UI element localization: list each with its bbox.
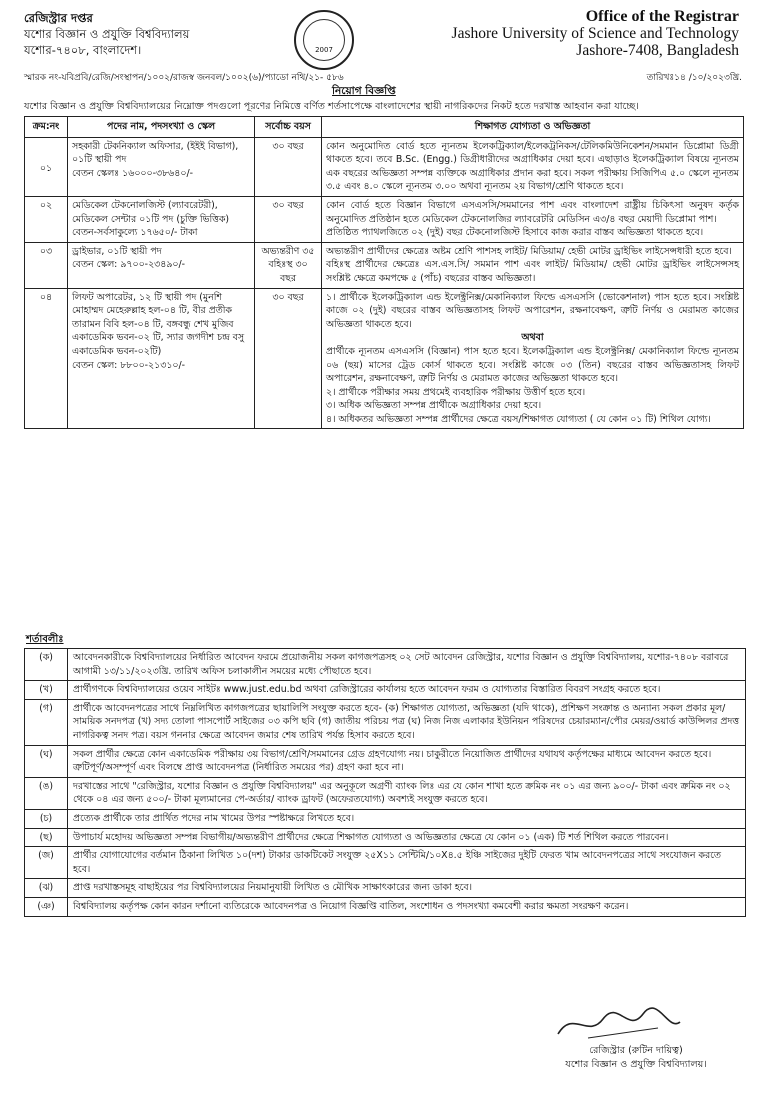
conditions-table [24,648,746,917]
condition-row [25,649,746,681]
col-qualification: শিক্ষাগত যোগ্যতা ও অভিজ্ঞতা [322,117,744,138]
job-serial: ০৩ [25,242,68,288]
notice-date: তারিখঃ১৪ /১০/২০২৩খ্রি. [646,73,742,83]
condition-text: প্রার্থীগণকে বিশ্ববিদ্যালয়ের ওয়েব সাইটঃ www.just.edu.bd অথবা রেজিস্ট্রারের কার্যালয় হতে আবেদন ফরম ও যোগ্যতার বিস্তারিত বিবরণ সংগ্রহ করতে হবে। [68,681,746,700]
pay-scale: বেতন স্কেলঃ ১৬০০০-৩৮৬৪০/- [72,167,193,179]
condition-text: দরখাস্তের সাথে "রেজিস্ট্রার, যশোর বিজ্ঞান ও প্রযুক্তি বিশ্ববিদ্যালয়" এর অনুকূলে অগ্রণী ব্যাংক লিঃ এর যে কোন শাখা হতে ক্রমিক নং ০১ এর জন্য ৯০০/- টাকা এবং ক্রমিক নং ০২ থেকে ০৪ এর জন্য ৫০০/- টাকা মূল্যমানের পে-অর্ডার/ ব্যাংক ড্রাফট (অফেরতযোগ্য) অবশ্যই সংযুক্ত করতে হবে। [68,777,746,809]
header-english [452,8,739,59]
condition-row [25,681,746,700]
en-address: Jashore-7408, Bangladesh [576,42,739,59]
job-serial: ০৪ [25,288,68,429]
job-serial: ০২ [25,196,68,242]
condition-key: (ঞ) [25,897,68,916]
job-age [255,242,322,288]
en-university: Jashore University of Science and Technology [451,25,739,42]
job-row [25,137,744,196]
condition-row [25,879,746,898]
condition-text: আবেদনকারীকে বিশ্ববিদ্যালয়ের নির্ধারিত আবেদন ফরমে প্রয়োজনীয় সকল কাগজপত্রসহ ০২ সেট আবেদন রেজিস্ট্রার, যশোর বিজ্ঞান ও প্রযুক্তি বিশ্ববিদ্যালয়, যশোর-৭৪০৮ বরাবরে আগামী ১৩/১১/২০২৩খ্রি. তারিখ অফিস চলাকালীন সময়ের মধ্যে পৌছাতে হবে। [68,649,746,681]
conditions-title: শর্তাবলীঃ [26,634,64,645]
condition-text: প্রাপ্ত দরখাস্তসমূহ বাছাইয়ের পর বিশ্ববিদ্যালয়ের নিয়মানুযায়ী লিখিত ও মৌখিক সাক্ষাৎকারের জন্য ডাকা হবে। [68,879,746,898]
job-age: ৩০ বছর [255,288,322,429]
job-age: ৩০ বছর [255,137,322,196]
bn-office: রেজিস্ট্রার দপ্তর [24,11,93,25]
job-post [68,288,255,429]
job-post [68,196,255,242]
condition-row [25,809,746,828]
or-separator: অথবা [521,332,544,344]
post-name: মেডিকেল টেকনোলজিস্ট (ল্যাবরেটরী), মেডিকেল সেন্টার ০১টি পদ (চুক্তি ভিত্তিক) [72,199,230,225]
pay-scale: বেতন স্কেল: ৯৭০০-২৩৪৯০/- [72,259,186,271]
job-row [25,288,744,429]
condition-text: সকল প্রার্থীর ক্ষেত্রে কোন একাডেমিক পরীক্ষায় ৩য় বিভাগ/শ্রেণি/সমমানের গ্রেড গ্রহণযোগ্য নয়। চাকুরীতে নিয়োজিত প্রার্থীদের যথাযথ কর্তৃপক্ষের মাধ্যমে আবেদন করতে হবে। ত্রুটিপূর্ণ/অসম্পূর্ণ এবং বিলম্বে প্রাপ্ত আবেদনপত্র (নির্ধারিত সময়ের পর) গ্রহণ করা হবে না। [68,745,746,777]
notice-title: নিয়োগ বিজ্ঞপ্তি [332,85,396,97]
qualification-text: ২। প্রার্থীকে পরীক্ষার সময় প্রথমেই ব্যবহারিক পরীক্ষায় উত্তীর্ণ হতে হবে। [326,386,586,398]
condition-row [25,745,746,777]
condition-key: (ঘ) [25,745,68,777]
job-qualification [322,242,744,288]
qualification-text: বহিঃস্থ প্রার্থীদের ক্ষেত্রেঃ এস.এস.সি/ সমমান পাশ এবং লাইট/ মিডিয়াম/ হেভী মোটর ড্রাইভিং লাইসেন্সসহ সংশ্লিষ্ট ক্ষেত্রে কমপক্ষে ৫ (পাঁচ) বছরের বাস্তব অভিজ্ঞতা। [326,259,739,284]
job-post [68,242,255,288]
job-post [68,137,255,196]
bn-address: যশোর-৭৪০৮, বাংলাদেশ। [24,43,142,57]
col-post: পদের নাম, পদসংখ্যা ও স্কেল [68,117,255,138]
post-name: লিফট অপারেটর, ১২ টি স্থায়ী পদ (মুনশি মোহাম্মদ মেহেরুল্লাহ হল-০৪ টি, বীর প্রতীক তারামন বিবি হল-০৪ টি, বঙ্গবন্ধু শেখ মুজিব একাডেমিক ভবন-০২ টি, স্যার জগদীশ চন্দ্র বসু একাডেমিক ভবন-০২টি) [72,291,245,357]
signatory-org: যশোর বিজ্ঞান ও প্রযুক্তি বিশ্ববিদ্যালয়। [565,1059,707,1070]
post-name: সহকারী টেকনিক্যাল অফিসার, (ইইই বিভাগ), ০১টি স্থায়ী পদ [72,140,239,166]
qualification-text: কোন বোর্ড হতে বিজ্ঞান বিভাগে এসএসসি/সমমানের পাশ এবং বাংলাদেশ রাষ্ট্রীয় চিকিৎসা অনুষদ কর্তৃক অনুমোদিত প্রতিষ্ঠান হতে মেডিকেল টেকনোলজির ল্যাবরেটরি মেডিসিন এ৩/৪ বছর মেয়াদী ডিপ্লোমা পাশ। [326,199,739,225]
qualification-text: ৪। অধিকতর অভিজ্ঞতা সম্পন্ন প্রার্থীদের ক্ষেত্রে বয়স/শিক্ষাগত যোগ্যতা ( যে কোন ০১ টি) শিথিল যোগ্য। [326,413,711,425]
condition-text: প্রার্থীকে আবেদনপত্রের সাথে নিম্নলিখিত কাগজপত্রের ছায়ালিপি সংযুক্ত করতে হবে- (ক) শিক্ষাগত যোগ্যতা, অভিজ্ঞতা (যদি থাকে), প্রশিক্ষণ সংক্রান্ত ও অন্যান্য সকল প্রকার মূল/সাময়িক সনদপত্র (খ) সদ্য তোলা পাসপোর্ট সাইজের ০৩ কপি ছবি (গ) জাতীয় পরিচয় পত্র (ঘ) নিজ নিজ এলাকার ইউনিয়ন পরিষদের চেয়ারম্যান/পৌর মেয়র/ওয়ার্ড কাউন্সিলর প্রদত্ত নাগরিকত্ব সনদ পত্র। বয়স গননার ক্ষেত্রে আবেদন জমার শেষ তারিখ পর্যন্ত হিসাব করতে হবে। [68,699,746,745]
job-qualification [322,288,744,429]
condition-text: বিশ্ববিদ্যালয় কর্তৃপক্ষ কোন কারন দর্শানো ব্যতিরেকে আবেদনপত্র ও নিয়োগ বিজ্ঞপ্তি বাতিল, সংশোধন ও পদসংখ্যা কমবেশী করার ক্ষমতা সংরক্ষণ করেন। [68,897,746,916]
condition-text: উপাচার্য মহোদয় অভিজ্ঞতা সম্পন্ন বিভাগীয়/অভ্যন্তরীণ প্রার্থীদের ক্ষেত্রে শিক্ষাগত যোগ্যতা ও অভিজ্ঞতার ক্ষেত্রে যে কোন ০১ (এক) টি শর্ত শিথিল করতে পারবেন। [68,828,746,847]
post-name: ড্রাইভার, ০১টি স্থায়ী পদ [72,245,162,257]
condition-key: (জ) [25,847,68,879]
jobs-header-row [25,117,744,138]
condition-key: (ক) [25,649,68,681]
age-internal: অভ্যন্তরীণ ৩৫ [261,245,315,257]
condition-row [25,699,746,745]
condition-key: (ঙ) [25,777,68,809]
job-qualification: কোন অনুমোদিত বোর্ড হতে ন্যূনতম ইলেকট্রিক্যাল/ইলেকট্রনিকস/টেলিকমিউনিকেশন/সমমান ডিপ্লোমা ডিগ্রী থাকতে হবে। তবে B.Sc. (Engg.) ডিগ্রীধারীদের অগ্রাধিকার দেয়া হবে। এছাড়াও ইলেকট্রিক্যাল বিষয়ে ন্যূনতম এক বছরের অভিজ্ঞতা সম্পন্ন ব্যক্তিকে অগ্রাধিকার প্রদান করা হবে। সকল পরীক্ষায় সিজিপিএ ৫.০ স্কেলে ন্যূনতম ৩.৫ এবং ৪.০ স্কেলে ন্যূনতম ৩.০০ অথবা ন্যূনতম ২য় বিভাগ/শ্রেণি থাকতে হবে। [322,137,744,196]
condition-text: প্রত্যেক প্রার্থীকে তার প্রার্থিত পদের নাম খামের উপর স্পষ্টাক্ষরে লিখতে হবে। [68,809,746,828]
university-logo-icon [294,10,354,70]
condition-text: প্রার্থীর যোগাযোগের বর্তমান ঠিকানা লিখিত ১০(দশ) টাকার ডাকটিকেট সংযুক্ত ২৫X১১ সেন্টিমি/১০X৪.৫ ইঞ্চি সাইজের দুইটি ফেরত খাম আবেদনপত্রের সাথে সংযোজন করতে হবে। [68,847,746,879]
qualification-text: ১। প্রার্থীকে ইলেকট্রিক্যাল এন্ড ইলেক্ট্রনিক্স/মেকানিক্যাল ফিল্ডে এসএসসি (ভোকেশনাল) পাস হতে হবে। সংশ্লিষ্ট কাজে ০২ (দুই) বছরের বাস্তব অভিজ্ঞতাসহ লিফট অপারেশন, রক্ষনাবেক্ষণ, ত্রুটি নির্ণয় ও মেরামত কাজের অভিজ্ঞতা থাকতে হবে। [326,291,739,330]
signatory-title: রেজিস্ট্রার (রুটিন দায়িত্ব) [589,1045,683,1056]
pay-scale: বেতন স্কেল: ৮৮০০-২১৩১০/- [72,359,186,371]
qualification-text: অভ্যন্তরীণ প্রার্থীদের ক্ষেত্রেঃ অষ্টম শ্রেণি পাশসহ লাইট/ মিডিয়াম/ হেভী মোটর ড্রাইভিং লাইসেন্সধারী হতে হবে। [326,245,732,257]
condition-key: (গ) [25,699,68,745]
en-office: Office of the Registrar [585,8,739,25]
condition-key: (ঝ) [25,879,68,898]
job-row [25,196,744,242]
qualification-text: ৩। অধিক অভিজ্ঞতা সম্পন্ন প্রার্থীকে অগ্রাধিকার দেয়া হবে। [326,400,542,412]
job-row [25,242,744,288]
job-age: ৩০ বছর [255,196,322,242]
condition-key: (চ) [25,809,68,828]
pay-scale: বেতন-সর্বসাকুল্যে ১৭৬৫০/- টাকা [72,227,198,239]
condition-row [25,777,746,809]
intro-text: যশোর বিজ্ঞান ও প্রযুক্তি বিশ্ববিদ্যালয়ের নিম্নোক্ত পদগুলো পূরণের নিমিত্তে বর্ণিত শর্তসাপেক্ষে বাংলাদেশের স্থায়ী নাগরিকদের নিকট হতে দরখাস্ত আহবান করা যাচ্ছে। [24,101,639,112]
memo-number: স্মারক নং-যবিপ্রবি/রেজি/সংস্থাপন/১০০২/রাজস্ব জনবল/১০০২(৬)/প্যাডো নথি/২১- ৫৮৬ [24,73,344,83]
jobs-table [24,116,744,429]
condition-key: (খ) [25,681,68,700]
signature-block [530,1044,742,1072]
col-serial: ক্রম:নং [25,117,68,138]
qualification-text: প্রার্থীকে ন্যূনতম এসএসসি (বিজ্ঞান) পাস হতে হবে। ইলেকট্রিক্যাল এন্ড ইলেক্ট্রনিক্স/ মেকানিক্যাল ফিল্ডে ন্যূনতম ০৬ (ছয়) মাসের ট্রেড কোর্স থাকতে হবে। সংশ্লিষ্ট কাজে ০৩ (তিন) বছরের বাস্তব অভিজ্ঞতাসহ লিফট অপারেশন, রক্ষনাবেক্ষণ, ত্রুটি নির্ণয় ও মেরামত কাজের অভিজ্ঞতা থাকতে হবে। [326,345,739,385]
bn-university: যশোর বিজ্ঞান ও প্রযুক্তি বিশ্ববিদ্যালয় [24,27,190,41]
reference-line [24,70,742,85]
logo-year: 2007 [315,46,333,54]
qualification-text: প্রতিষ্ঠিত প্যাথলজিতে ০২ (দুই) বছর টেকনোলজিস্ট হিসাবে কাজ করার বাস্তব অভিজ্ঞতা থাকতে হবে। [326,227,704,239]
col-age: সর্বোচ্চ বয়স [255,117,322,138]
age-external: বহিঃস্থ ৩০ বছর [268,259,308,284]
signature-mark [548,1004,688,1044]
condition-row [25,897,746,916]
header-bengali [24,10,189,58]
condition-row [25,828,746,847]
job-qualification [322,196,744,242]
job-serial: ০১ [25,137,68,196]
condition-row [25,847,746,879]
condition-key: (ছ) [25,828,68,847]
